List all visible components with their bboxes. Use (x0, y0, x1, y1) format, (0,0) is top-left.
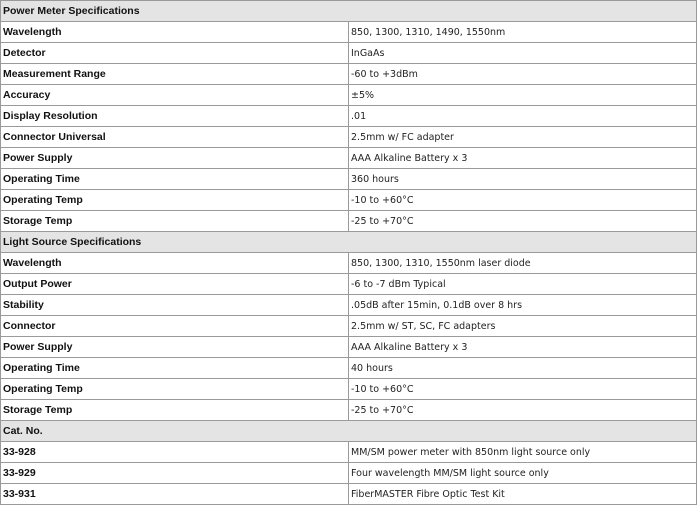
spec-row (1, 295, 697, 316)
spec-label: Stability (1, 295, 349, 316)
spec-value: 850, 1300, 1310, 1490, 1550nm (349, 22, 697, 43)
spec-label: Connector Universal (1, 127, 349, 148)
catalog-number: 33-928 (1, 442, 349, 463)
spec-label: Detector (1, 43, 349, 64)
catalog-description: Four wavelength MM/SM light source only (349, 463, 697, 484)
spec-label: Connector (1, 316, 349, 337)
spec-row (1, 274, 697, 295)
section-header-power-meter (1, 1, 697, 22)
spec-label: Measurement Range (1, 64, 349, 85)
spec-value: -25 to +70°C (349, 211, 697, 232)
spec-label: Wavelength (1, 22, 349, 43)
spec-row (1, 22, 697, 43)
section-title: Power Meter Specifications (1, 1, 697, 22)
section-title: Light Source Specifications (1, 232, 697, 253)
spec-row (1, 43, 697, 64)
spec-value: -10 to +60°C (349, 379, 697, 400)
spec-row (1, 316, 697, 337)
specifications-table-body (1, 1, 697, 505)
spec-value: 850, 1300, 1310, 1550nm laser diode (349, 253, 697, 274)
spec-row (1, 211, 697, 232)
spec-value: InGaAs (349, 43, 697, 64)
spec-value: AAA Alkaline Battery x 3 (349, 337, 697, 358)
spec-row (1, 253, 697, 274)
section-header-light-source (1, 232, 697, 253)
catalog-description: MM/SM power meter with 850nm light source only (349, 442, 697, 463)
spec-row (1, 379, 697, 400)
spec-label: Wavelength (1, 253, 349, 274)
spec-row (1, 64, 697, 85)
spec-label: Power Supply (1, 148, 349, 169)
section-header-cat-no (1, 421, 697, 442)
spec-label: Storage Temp (1, 211, 349, 232)
section-title: Cat. No. (1, 421, 697, 442)
spec-label: Operating Temp (1, 190, 349, 211)
spec-value: AAA Alkaline Battery x 3 (349, 148, 697, 169)
spec-value: 2.5mm w/ ST, SC, FC adapters (349, 316, 697, 337)
spec-value: -60 to +3dBm (349, 64, 697, 85)
spec-row (1, 337, 697, 358)
spec-value: -10 to +60°C (349, 190, 697, 211)
catalog-row (1, 463, 697, 484)
spec-value: .01 (349, 106, 697, 127)
spec-value: -6 to -7 dBm Typical (349, 274, 697, 295)
spec-row (1, 106, 697, 127)
spec-row (1, 148, 697, 169)
spec-label: Storage Temp (1, 400, 349, 421)
spec-label: Power Supply (1, 337, 349, 358)
spec-value: 2.5mm w/ FC adapter (349, 127, 697, 148)
spec-value: .05dB after 15min, 0.1dB over 8 hrs (349, 295, 697, 316)
catalog-row (1, 484, 697, 505)
spec-label: Operating Time (1, 169, 349, 190)
spec-value: -25 to +70°C (349, 400, 697, 421)
spec-label: Operating Temp (1, 379, 349, 400)
spec-row (1, 169, 697, 190)
spec-row (1, 190, 697, 211)
catalog-row (1, 442, 697, 463)
catalog-number: 33-931 (1, 484, 349, 505)
spec-value: ±5% (349, 85, 697, 106)
spec-row (1, 127, 697, 148)
spec-row (1, 85, 697, 106)
spec-row (1, 400, 697, 421)
catalog-description: FiberMASTER Fibre Optic Test Kit (349, 484, 697, 505)
catalog-number: 33-929 (1, 463, 349, 484)
spec-value: 40 hours (349, 358, 697, 379)
spec-label: Display Resolution (1, 106, 349, 127)
spec-label: Output Power (1, 274, 349, 295)
spec-value: 360 hours (349, 169, 697, 190)
spec-label: Operating Time (1, 358, 349, 379)
spec-label: Accuracy (1, 85, 349, 106)
spec-row (1, 358, 697, 379)
